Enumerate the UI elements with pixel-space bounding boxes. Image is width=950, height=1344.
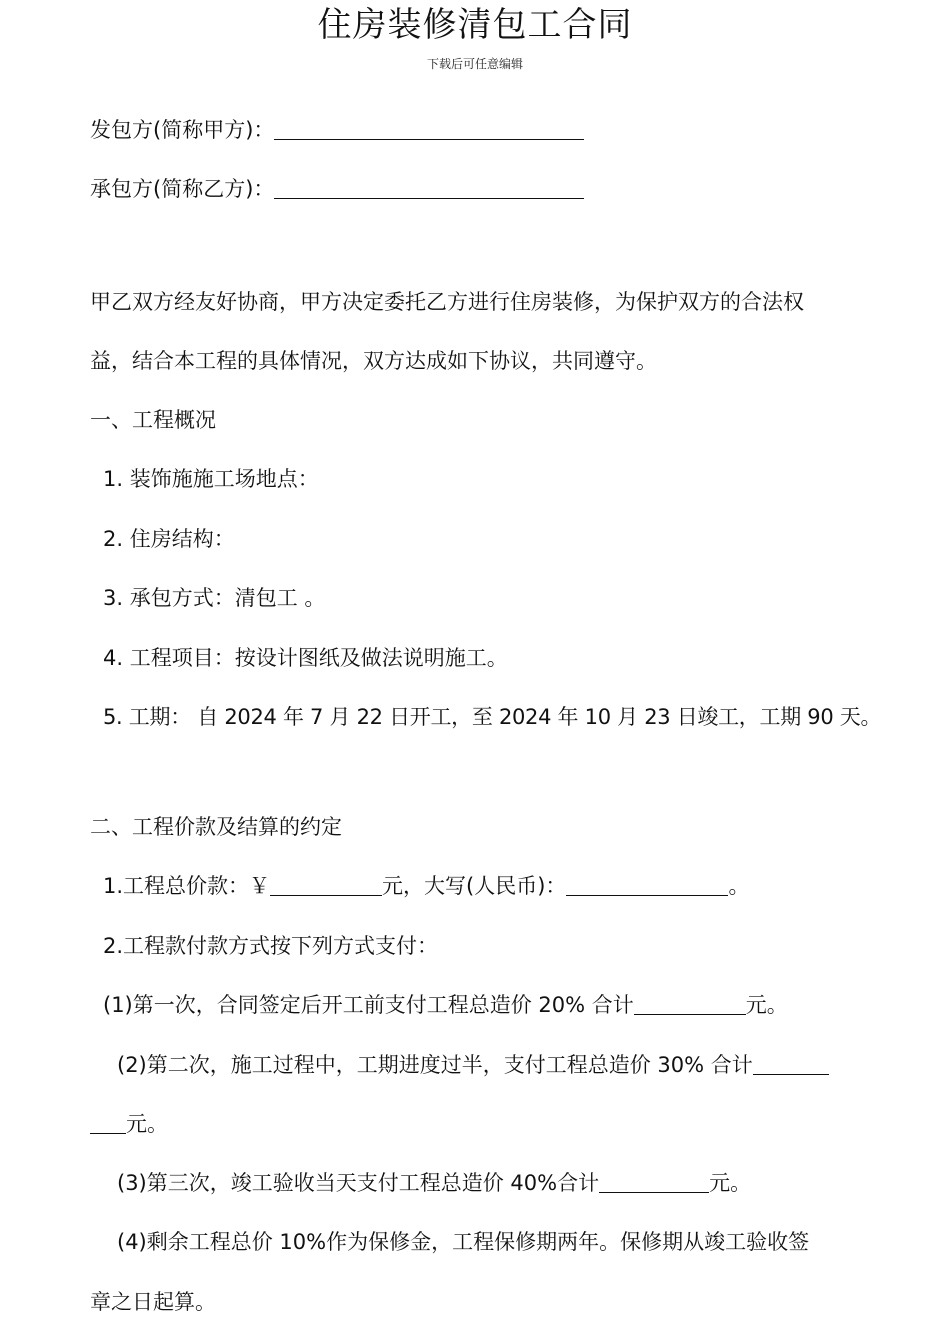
payment-1-blank — [634, 992, 746, 1015]
payment-2-line-2 — [90, 1109, 168, 1139]
party-a-line — [90, 115, 584, 145]
payment-3-prefix: (3)第三次，竣工验收当天支付工程总造价 40%合计 — [117, 1171, 600, 1195]
payment-2-blank-b — [90, 1111, 126, 1134]
total-price-blank — [270, 873, 382, 896]
total-price-suffix: 。 — [728, 874, 750, 898]
total-price-middle: 元，大写(人民币)： — [382, 874, 567, 898]
payment-1-prefix: (1)第一次，合同签定后开工前支付工程总造价 20% 合计 — [103, 993, 634, 1017]
section2-item1 — [103, 871, 749, 901]
payment-4-line-1: (4)剩余工程总价 10%作为保修金，工程保修期两年。保修期从竣工验收签 — [117, 1230, 810, 1254]
section1-heading: 一、工程概况 — [90, 408, 216, 432]
document-title: 住房装修清包工合同 — [317, 5, 633, 45]
document-subtitle: 下载后可任意编辑 — [426, 57, 523, 71]
section1-item2: 2. 住房结构： — [103, 527, 235, 551]
payment-3 — [117, 1168, 751, 1198]
section2-item2: 2.工程款付款方式按下列方式支付： — [103, 934, 439, 958]
payment-2-prefix: (2)第二次，施工过程中，工期进度过半，支付工程总造价 30% 合计 — [117, 1053, 753, 1077]
payment-2-blank-a — [753, 1052, 829, 1075]
section1-item1: 1. 装饰施施工场地点： — [103, 467, 319, 491]
section1-item4: 4. 工程项目：按设计图纸及做法说明施工。 — [103, 646, 508, 670]
payment-4-line-2: 章之日起算。 — [90, 1290, 216, 1314]
payment-1-suffix: 元。 — [745, 993, 788, 1017]
payment-3-blank — [599, 1170, 709, 1193]
section1-item3: 3. 承包方式：清包工 。 — [103, 586, 326, 610]
intro-line-2: 益，结合本工程的具体情况，双方达成如下协议，共同遵守。 — [90, 349, 657, 373]
party-b-label: 承包方(简称乙方)： — [90, 177, 275, 201]
payment-3-suffix: 元。 — [709, 1171, 752, 1195]
total-price-words-blank — [566, 873, 728, 896]
section1-item5: 5. 工期： 自 2024 年 7 月 22 日开工，至 2024 年 10 月 23 日竣工，工期 90 天。 — [103, 705, 882, 729]
party-a-label: 发包方(简称甲方)： — [90, 118, 275, 142]
payment-1 — [103, 990, 788, 1020]
total-price-prefix: 1.工程总价款：￥ — [103, 874, 271, 898]
section2-heading: 二、工程价款及结算的约定 — [90, 815, 342, 839]
party-b-line — [90, 174, 584, 204]
party-b-blank — [274, 176, 584, 199]
party-a-blank — [274, 117, 584, 140]
payment-2-line-1 — [117, 1050, 829, 1080]
payment-2-suffix: 元。 — [126, 1112, 168, 1136]
intro-line-1: 甲乙双方经友好协商，甲方决定委托乙方进行住房装修，为保护双方的合法权 — [90, 290, 804, 314]
